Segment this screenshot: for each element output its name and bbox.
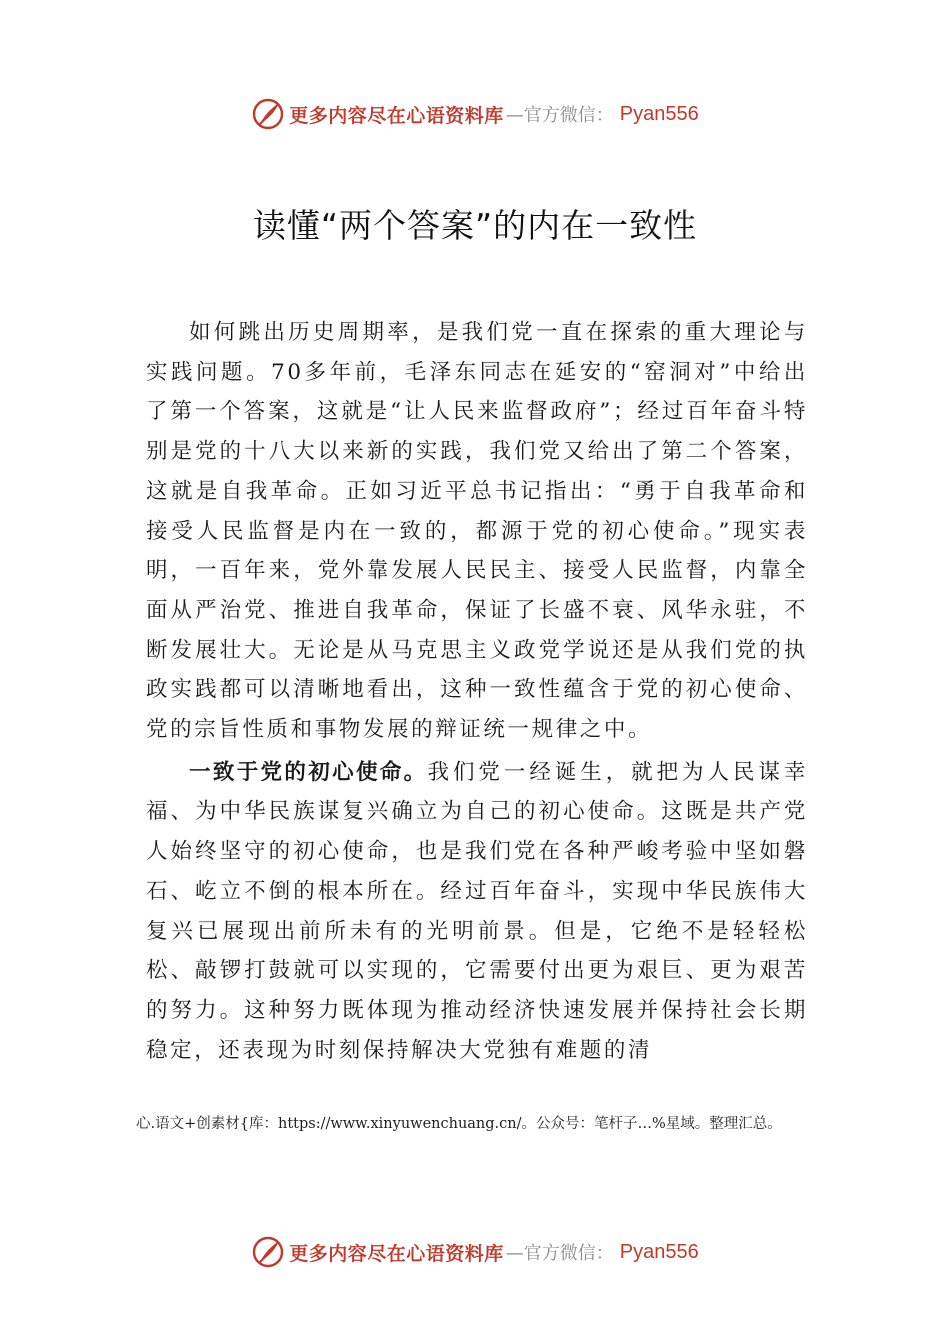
header-brand-text: 更多内容尽在心语资料库 xyxy=(289,104,504,127)
footer-brand-text: 更多内容尽在心语资料库 xyxy=(289,1242,504,1265)
header-wechat-label: —官方微信： xyxy=(505,105,614,126)
footer-wechat-label: —官方微信： xyxy=(505,1243,614,1264)
paragraph-1: 如何跳出历史周期率，是我们党一直在探索的重大理论与实践问题。70多年前，毛泽东同志在延安的“窑洞对”中给出了第一个答案，这就是“让人民来监督政府”；经过百年奋斗特别是党的十八大以来新的实践，我们党又给出了第二个答案，这就是自我革命。正如习近平总书记指出：“勇于自我革命和接受人民监督是内在一致的，都源于党的初心使命。”现实表明，一百年来，党外靠发展人民民主、接受人民监督，内靠全面从严治党、推进自我革命，保证了长盛不衰、风华永驻，不断发展壮大。无论是从马克思主义政党学说还是从我们党的执政实践都可以清晰地看出，这种一致性蕴含于党的初心使命、党的宗旨性质和事物发展的辩证统一规律之中。 xyxy=(146,320,808,743)
document-title: 读懂“两个答案”的内在一致性 xyxy=(252,206,698,245)
footer-banner xyxy=(0,1234,950,1270)
source-footnote: 心.语文+创素材{库：https://www.xinyuwenchuang.cn/。公众号：笔杆子…%星域。整理汇总。 xyxy=(136,1116,782,1132)
paragraph-2-lead: 一致于党的初心使命。 xyxy=(189,759,428,785)
document-body xyxy=(146,313,808,1070)
header-banner xyxy=(0,96,950,132)
paragraph-2 xyxy=(146,753,808,1071)
quill-pen-logo-icon xyxy=(251,1235,285,1269)
paragraph-2-body: 我们党一经诞生，就把为人民谋幸福、为中华民族谋复兴确立为自己的初心使命。这既是共产党人始终坚守的初心使命，也是我们党在各种严峻考验中坚如磐石、屹立不倒的根本所在。经过百年奋斗，实现中华民族伟大复兴已展现出前所未有的光明前景。但是，它绝不是轻轻松松、敲锣打鼓就可以实现的，它需要付出更为艰巨、更为艰苦的努力。这种努力既体现为推动经济快速发展并保持社会长期稳定，还表现为时刻保持解决大党独有难题的清 xyxy=(146,759,808,1063)
header-wechat-id: Pyan556 xyxy=(619,102,699,125)
quill-pen-logo-icon xyxy=(251,97,285,131)
footer-wechat-id: Pyan556 xyxy=(619,1240,699,1263)
